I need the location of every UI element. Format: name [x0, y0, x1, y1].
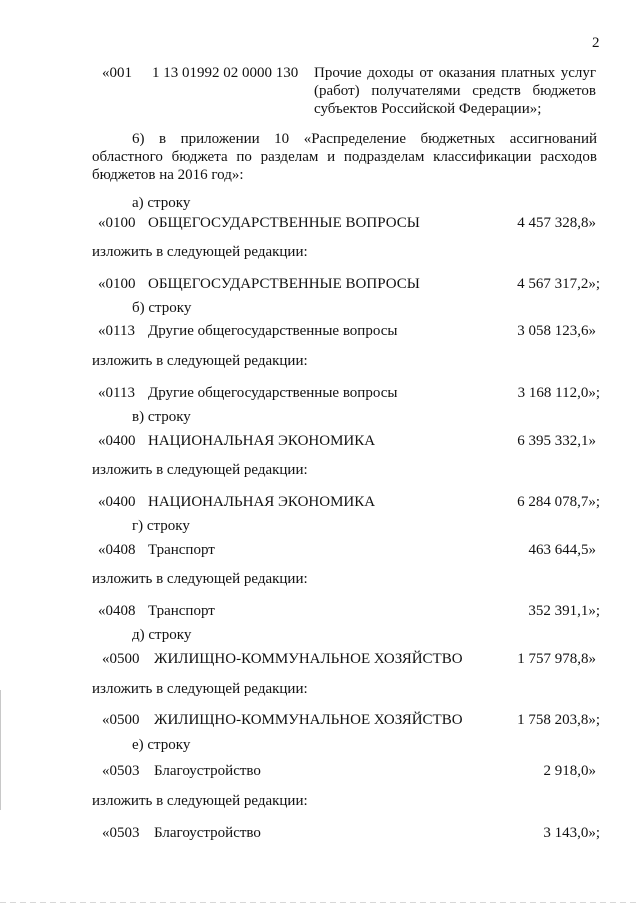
item-a-set-text: изложить в следующей редакции:	[92, 244, 308, 260]
page-number: 2	[592, 35, 600, 51]
paragraph-rest: областного бюджета по разделам и подразделам классификации расходов бюджетов на 2016 год»:	[92, 149, 597, 183]
item-f-old-amount: 2 918,0»	[543, 763, 596, 779]
item-b-set-text: изложить в следующей редакции:	[92, 353, 308, 369]
item-a-old-code: «0100	[98, 215, 136, 231]
item-f-old-name: Благоустройство	[154, 763, 261, 779]
item-f-old-code: «0503	[102, 763, 140, 779]
item-d-set-text: изложить в следующей редакции:	[92, 571, 308, 587]
item-d-new-amount: 352 391,1»;	[528, 603, 600, 619]
item-a-label: а) строку	[132, 195, 191, 211]
item-e-new-name: ЖИЛИЩНО-КОММУНАЛЬНОЕ ХОЗЯЙСТВО	[154, 712, 463, 728]
item-f-set-text: изложить в следующей редакции:	[92, 793, 308, 809]
item-b-new-amount: 3 168 112,0»;	[517, 385, 600, 401]
item-d-old-name: Транспорт	[148, 542, 215, 558]
paragraph-first-line: 6) в приложении 10 «Распределение бюджетных ассигнований	[132, 131, 597, 147]
item-b-label: б) строку	[132, 300, 192, 316]
item-e-old-amount: 1 757 978,8»	[517, 651, 596, 667]
item-e-new-amount: 1 758 203,8»;	[517, 712, 600, 728]
scan-edge-mark	[0, 690, 4, 810]
heading-description-line: (работ) получателями средств бюджетов	[314, 83, 596, 99]
item-e-set-text: изложить в следующей редакции:	[92, 681, 308, 697]
item-d-label: г) строку	[132, 518, 190, 534]
item-e-new-code: «0500	[102, 712, 140, 728]
item-e-old-name: ЖИЛИЩНО-КОММУНАЛЬНОЕ ХОЗЯЙСТВО	[154, 651, 463, 667]
item-b-old-code: «0113	[98, 323, 135, 339]
item-b-new-code: «0113	[98, 385, 135, 401]
item-b-old-amount: 3 058 123,6»	[517, 323, 596, 339]
item-c-old-amount: 6 395 332,1»	[517, 433, 596, 449]
item-f-label: е) строку	[132, 737, 191, 753]
item-c-set-text: изложить в следующей редакции:	[92, 462, 308, 478]
item-c-label: в) строку	[132, 409, 191, 425]
item-c-old-name: НАЦИОНАЛЬНАЯ ЭКОНОМИКА	[148, 433, 376, 449]
item-d-new-code: «0408	[98, 603, 136, 619]
item-b-old-name: Другие общегосударственные вопросы	[148, 323, 398, 339]
item-a-new-amount: 4 567 317,2»;	[517, 276, 600, 292]
heading-kbk: 1 13 01992 02 0000 130	[152, 65, 299, 81]
item-a-new-name: ОБЩЕГОСУДАРСТВЕННЫЕ ВОПРОСЫ	[148, 276, 420, 292]
item-a-old-name: ОБЩЕГОСУДАРСТВЕННЫЕ ВОПРОСЫ	[148, 215, 420, 231]
item-f-new-code: «0503	[102, 825, 140, 841]
item-f-new-name: Благоустройство	[154, 825, 261, 841]
item-d-old-amount: 463 644,5»	[528, 542, 596, 558]
item-c-new-amount: 6 284 078,7»;	[517, 494, 600, 510]
item-e-old-code: «0500	[102, 651, 140, 667]
item-c-new-code: «0400	[98, 494, 136, 510]
item-a-new-code: «0100	[98, 276, 136, 292]
item-f-new-amount: 3 143,0»;	[543, 825, 600, 841]
item-d-old-code: «0408	[98, 542, 136, 558]
item-b-new-name: Другие общегосударственные вопросы	[148, 385, 398, 401]
heading-description	[314, 64, 596, 118]
heading-description-line: Прочие доходы от оказания платных услуг	[314, 65, 596, 81]
heading-description-line: субъектов Российской Федерации»;	[314, 101, 542, 117]
item-d-new-name: Транспорт	[148, 603, 215, 619]
heading-code: «001	[102, 65, 132, 81]
item-c-new-name: НАЦИОНАЛЬНАЯ ЭКОНОМИКА	[148, 494, 376, 510]
amendment-paragraph	[92, 130, 597, 184]
scan-bottom-edge	[0, 902, 640, 903]
item-e-label: д) строку	[132, 627, 192, 643]
item-a-old-amount: 4 457 328,8»	[517, 215, 596, 231]
item-c-old-code: «0400	[98, 433, 136, 449]
